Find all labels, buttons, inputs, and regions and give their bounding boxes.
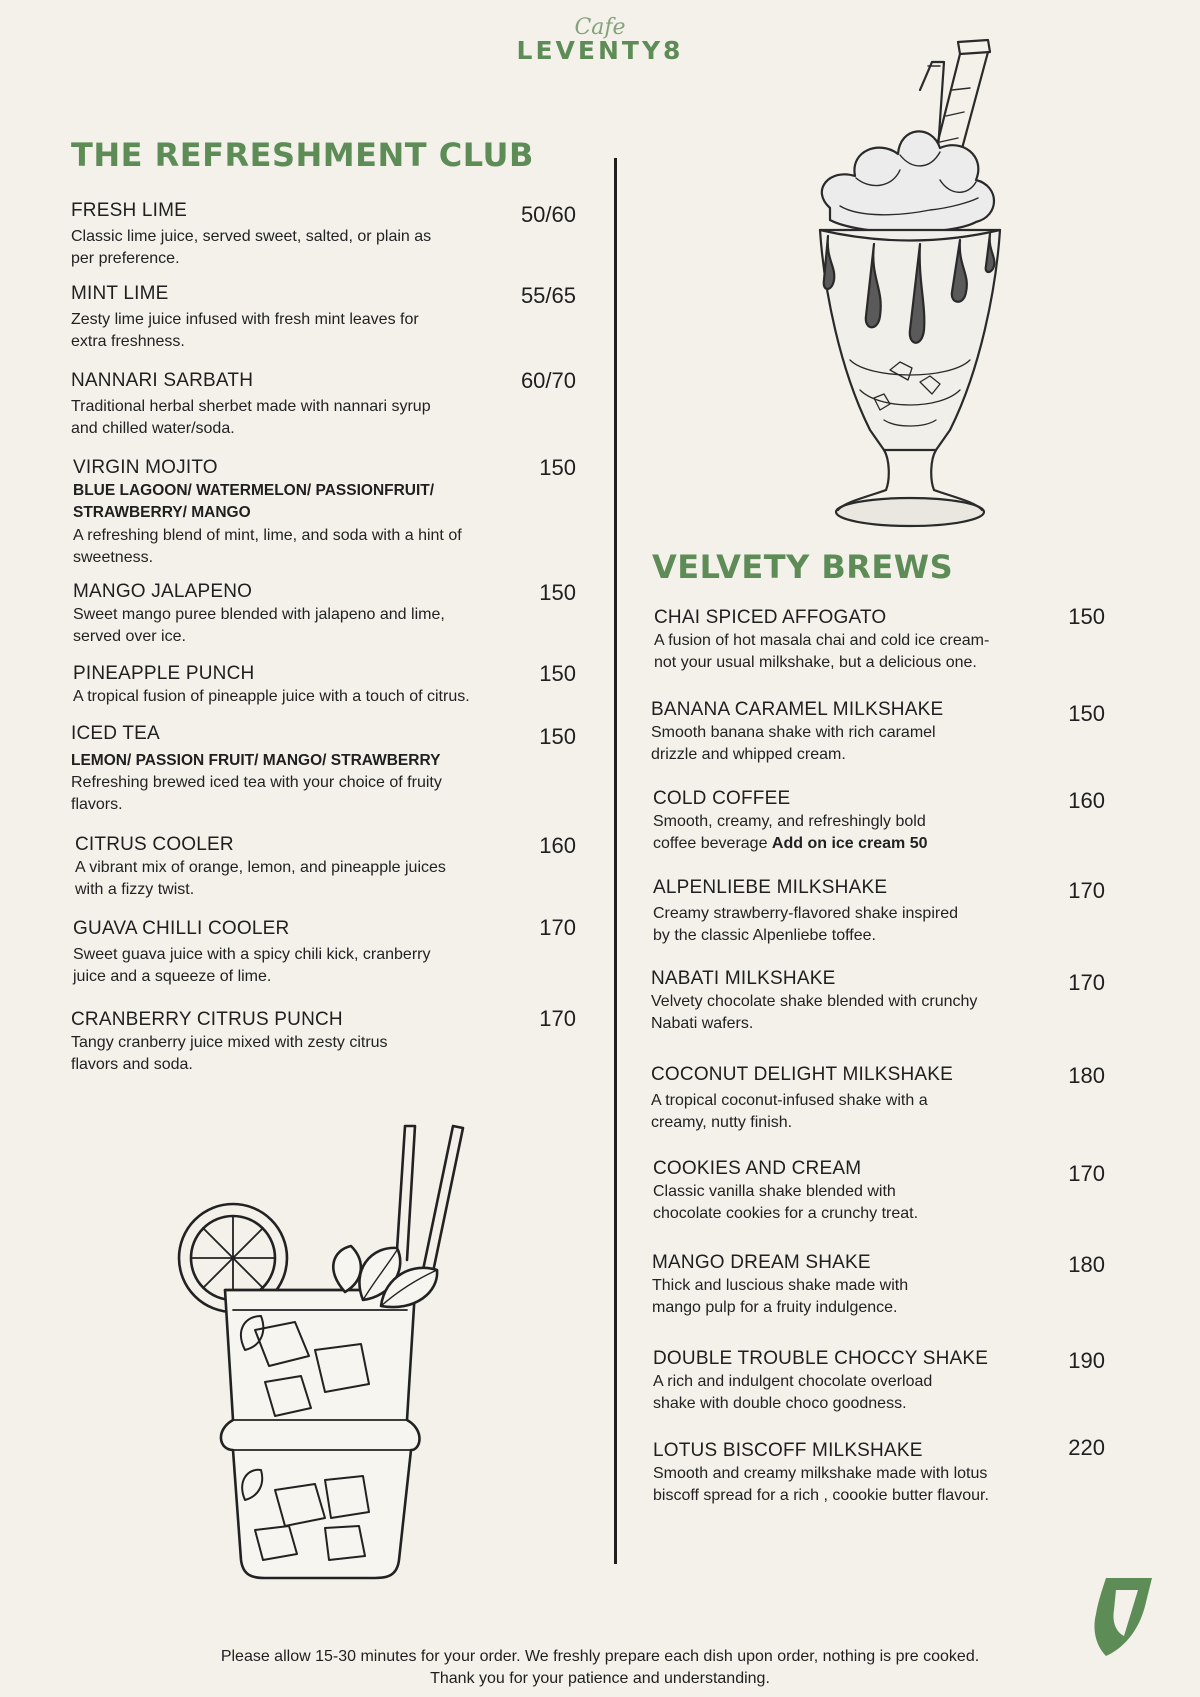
item-price: 55/65 [520, 283, 576, 308]
item-description: Zesty lime juice infused with fresh mint leaves for extra freshness. [71, 311, 419, 350]
item-name: ICED TEA [71, 723, 160, 744]
menu-item [651, 698, 1051, 766]
menu-item [73, 580, 543, 648]
menu-item [75, 833, 545, 901]
item-price: 170 [1068, 1161, 1105, 1186]
item-price: 170 [539, 1006, 576, 1031]
menu-item [653, 1157, 1053, 1225]
item-description-text: Smooth, creamy, and refreshingly bold coffee beverage [653, 813, 926, 852]
item-description: Refreshing brewed iced tea with your choice of fruity flavors. [71, 774, 442, 813]
item-description: Smooth banana shake with rich caramel drizzle and whipped cream. [651, 724, 936, 763]
item-name: ALPENLIEBE MILKSHAKE [653, 877, 888, 898]
item-name: MINT LIME [71, 283, 169, 304]
milkshake-illustration [800, 30, 1020, 535]
footer-note [0, 1646, 1200, 1690]
item-name: LOTUS BISCOFF MILKSHAKE [653, 1440, 923, 1461]
item-price: 150 [539, 661, 576, 686]
item-price: 150 [539, 724, 576, 749]
menu-item [71, 369, 541, 440]
item-name: COLD COFFEE [653, 788, 791, 809]
item-description: Classic lime juice, served sweet, salted, or plain as per preference. [71, 228, 432, 267]
item-addon: Add on ice cream 50 [771, 835, 928, 852]
item-name: DOUBLE TROUBLE CHOCCY SHAKE [653, 1348, 989, 1369]
item-price: 150 [539, 580, 576, 605]
left-section-title: THE REFRESHMENT CLUB [71, 136, 534, 174]
item-description: A vibrant mix of orange, lemon, and pineapple juices with a fizzy twist. [75, 859, 446, 898]
menu-item [651, 1063, 1051, 1134]
item-description: Smooth and creamy milkshake made with lotus biscoff spread for a rich , coookie butter flavour. [653, 1465, 989, 1504]
menu-item [73, 917, 543, 988]
item-price: 50/60 [520, 202, 576, 227]
item-description: A tropical fusion of pineapple juice with a touch of citrus. [73, 688, 470, 705]
item-name: NABATI MILKSHAKE [651, 968, 836, 989]
item-price: 220 [1068, 1435, 1105, 1460]
menu-item [653, 787, 1053, 855]
item-price: 170 [1068, 878, 1105, 903]
mojito-glass-illustration [175, 1120, 475, 1590]
column-divider [614, 158, 617, 1564]
item-price: 150 [1068, 604, 1105, 629]
item-price: 160 [539, 833, 576, 858]
brand-name: LEVENTY8 [516, 36, 684, 65]
item-name: COCONUT DELIGHT MILKSHAKE [651, 1064, 954, 1085]
item-description: Sweet guava juice with a spicy chili kick, cranberry juice and a squeeze of lime. [73, 946, 431, 985]
item-description: Tangy cranberry juice mixed with zesty citrus flavors and soda. [71, 1034, 388, 1073]
item-price: 150 [539, 455, 576, 480]
item-variants: BLUE LAGOON/ WATERMELON/ PASSIONFRUIT/ STRAWBERRY/ MANGO [73, 482, 435, 521]
item-description: Thick and luscious shake made with mango pulp for a fruity indulgence. [652, 1277, 909, 1316]
menu-item [71, 1008, 541, 1076]
item-name: FRESH LIME [71, 200, 188, 221]
item-price: 180 [1068, 1063, 1105, 1088]
item-name: COOKIES AND CREAM [653, 1158, 862, 1179]
item-description: A rich and indulgent chocolate overload shake with double choco goodness. [653, 1373, 933, 1412]
item-description: Velvety chocolate shake blended with crunchy Nabati wafers. [651, 993, 978, 1032]
item-description: Traditional herbal sherbet made with nannari syrup and chilled water/soda. [71, 398, 431, 437]
menu-item [71, 282, 541, 353]
item-price: 160 [1068, 788, 1105, 813]
item-name: PINEAPPLE PUNCH [73, 663, 255, 684]
item-name: VIRGIN MOJITO [73, 457, 218, 478]
menu-item [652, 1251, 1052, 1319]
item-price: 190 [1068, 1348, 1105, 1373]
item-name: CITRUS COOLER [75, 834, 234, 855]
item-price: 170 [1068, 970, 1105, 995]
menu-item [654, 606, 1054, 674]
item-price: 150 [1068, 701, 1105, 726]
menu-item [651, 967, 1051, 1035]
item-name: GUAVA CHILLI COOLER [73, 918, 290, 939]
item-name: NANNARI SARBATH [71, 370, 254, 391]
item-description: Sweet mango puree blended with jalapeno and lime, served over ice. [73, 606, 445, 645]
footer-line-2: Thank you for your patience and understanding. [430, 1670, 770, 1687]
item-name: MANGO JALAPENO [73, 581, 253, 602]
item-name: CHAI SPICED AFFOGATO [654, 607, 887, 628]
item-name: CRANBERRY CITRUS PUNCH [71, 1009, 343, 1030]
item-name: MANGO DREAM SHAKE [652, 1252, 871, 1273]
item-description: A fusion of hot masala chai and cold ice cream- not your usual milkshake, but a delicious one. [654, 632, 990, 671]
footer-line-1: Please allow 15-30 minutes for your order. We freshly prepare each dish upon order, nothing is pre cooked. [220, 1648, 980, 1665]
menu-item [71, 199, 541, 270]
brand-script: Cafe [574, 15, 626, 40]
item-description: Classic vanilla shake blended with chocolate cookies for a crunchy treat. [653, 1183, 919, 1222]
item-description: Creamy strawberry-flavored shake inspired by the classic Alpenliebe toffee. [653, 905, 958, 944]
item-price: 170 [539, 915, 576, 940]
item-name: BANANA CARAMEL MILKSHAKE [651, 699, 944, 720]
item-description: A refreshing blend of mint, lime, and soda with a hint of sweetness. [73, 527, 462, 566]
brand-logo [0, 15, 1200, 65]
menu-item [653, 876, 1053, 947]
menu-item [71, 722, 551, 816]
item-description: A tropical coconut-infused shake with a creamy, nutty finish. [651, 1092, 928, 1131]
menu-item [73, 456, 543, 569]
item-description [653, 811, 1053, 855]
item-price: 180 [1068, 1252, 1105, 1277]
right-section-title: VELVETY BREWS [652, 548, 954, 586]
item-variants: LEMON/ PASSION FRUIT/ MANGO/ STRAWBERRY [71, 752, 441, 769]
item-price: 60/70 [520, 368, 576, 393]
